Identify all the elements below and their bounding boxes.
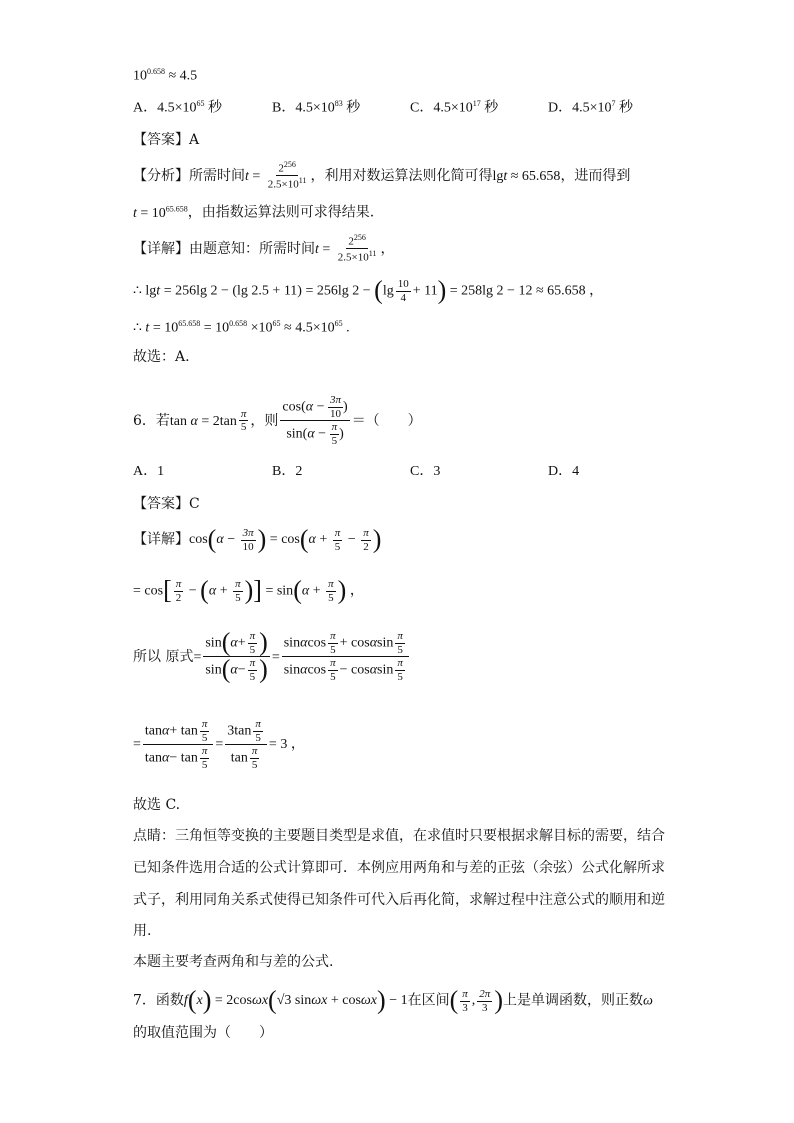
q5-conclusion: 故选：A.: [133, 349, 190, 365]
q5-detail-line1: 【详解】由题意知：所需时间t = $\frac{2^{256}}{2.5\times 10^{11}}$ ，: [133, 233, 395, 264]
q6-note-line4: 用.: [133, 923, 152, 939]
given-approximation: $10^{0.658} \approx 4.5$: [133, 67, 198, 84]
q6-note-line1: 点睛：三角恒等变换的主要题目类型是求值，在求值时只要根据求解目标的需要，结合: [133, 828, 665, 844]
q6-detail-line2: = cos[ $\frac{\pi}{2}$ − (α + $\frac{\pi}{5}$ )] = sin(α + $\frac{\pi}{5}$ ) ，: [133, 575, 364, 605]
q6-option-a: A．1: [133, 464, 165, 479]
q5-answer: 【答案】A: [133, 132, 200, 148]
q6-note-line5: 本题主要考查两角和与差的公式.: [133, 954, 334, 970]
q5-option-d: D．$4.5\times 10^7$ 秒: [548, 99, 634, 116]
q6-detail-line1: 【详解】cos(α − $\frac{3\pi}{10}$ ) = cos(α + $\frac{\pi}{5}$ − $\frac{\pi}{2}$ ): [133, 524, 382, 554]
q6-detail-line4: = tanα+ tan $\frac{\pi}{5}$ tanα− tan $\frac{\pi}{5}$ = 3tan $\frac{\pi}{5}$ tan $\frac{\pi}{5}$ = 3 ，: [133, 718, 305, 771]
q6-option-d: D．4: [548, 464, 580, 479]
q6-option-b: B．2: [272, 464, 303, 479]
q5-analysis-line1: 【分析】所需时间t = $\frac{2^{256}}{2.5\times 10^{11}}$ ，利用对数运算法则化简可得lgt ≈ 65.658，进而得到: [133, 160, 631, 191]
q5-detail-line3: ∴ $t = 10^{65.658} = 10^{0.658} \times 10^{65} \approx 4.5\times 10^{65}$ .: [133, 319, 350, 336]
q5-analysis-line2: $t = 10^{65.658}$，由指数运算法则可求得结果.: [133, 204, 375, 221]
q6-detail-line3: 所以 原式= sin(α+ $\frac{\pi}{5}$ ) sin(α− $\frac{\pi}{5}$ ) = sinαcos $\frac{\pi}{5}$ + cosαsin $\frac{\pi}{5}$ sinαcos $\frac{\pi}{5}$ − cosαsin $\frac{\pi}{5}$: [133, 630, 411, 684]
q7-stem-line2: 的取值范围为（ ）: [133, 1025, 273, 1041]
q6-option-c: C．3: [410, 464, 441, 479]
q5-option-b: B．$4.5\times 10^{83}$ 秒: [272, 99, 361, 116]
q6-answer: 【答案】C: [133, 496, 200, 512]
q5-option-a: A．$4.5\times 10^{65}$ 秒: [133, 99, 223, 116]
q5-detail-line2: ∴ lgt = 256lg 2 − (lg 2.5 + 11) = 256lg 2 − (lg $\frac{10}{4}$ + 11) = 258lg 2 − 12 ≈ 65.658 ，: [133, 275, 604, 305]
q6-note-line3: 式子，利用同角关系式使得已知条件可代入后再化简，求解过程中注意公式的顺用和逆: [133, 892, 665, 908]
q5-option-c: C．$4.5\times 10^{17}$ 秒: [410, 99, 499, 116]
q6-stem: 6．若tan α = 2tan $\frac{\pi}{5}$ ，则 cos(α − $\frac{3\pi}{10}$ ) sin(α − $\frac{\pi}{5}$ ) ＝（ ）: [133, 394, 422, 447]
q6-conclusion: 故选 C.: [133, 797, 181, 813]
q6-note-line2: 已知条件选用合适的公式计算即可．本例应用两角和与差的正弦（余弦）公式化解所求: [133, 860, 665, 876]
q7-stem: 7．函数f(x) = 2cosωx(√3 sinωx + cosωx) − 1在区间( $\frac{\pi}{3}$ , $\frac{2\pi}{3}$ )上是单调函数，则正数ω: [133, 985, 653, 1015]
